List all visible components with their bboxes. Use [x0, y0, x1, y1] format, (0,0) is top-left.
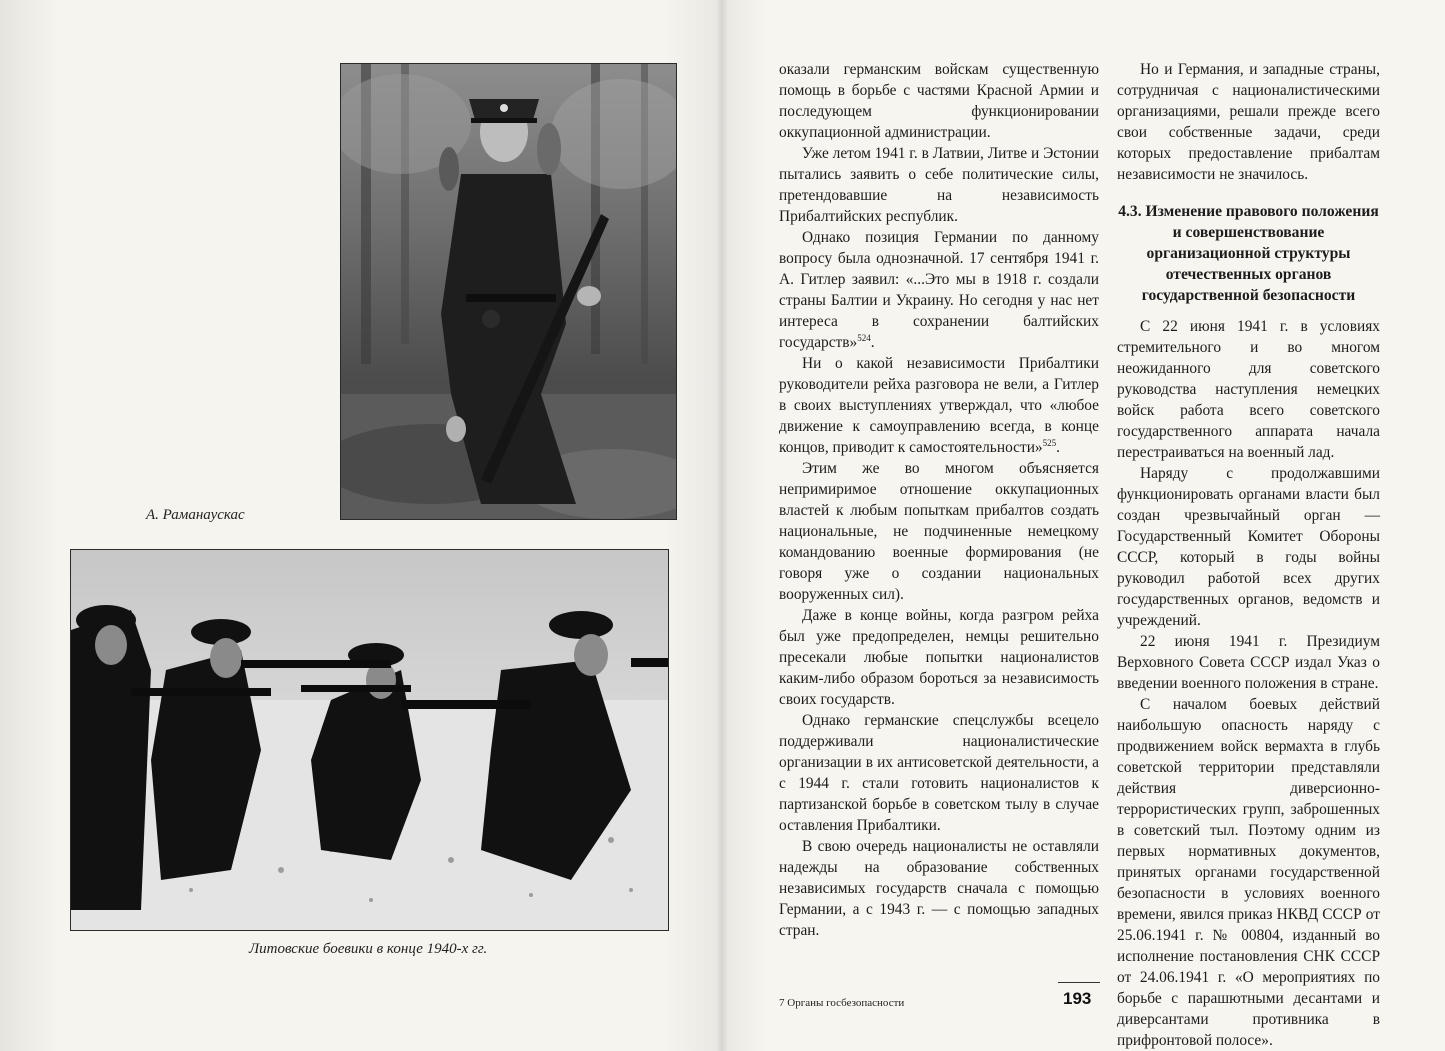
paragraph: Но и Германия, и западные страны, сотрудничая с националистическими организациями, решали прежде всего свои собственные задачи, среди которых предоставление прибалтам независимости не значилось. — [1117, 61, 1380, 183]
paragraph: оказали германским войскам существенную помощь в борьбе с частями Красной Армии и последующем функционировании оккупационной администрации. — [779, 61, 1099, 141]
section-heading: 4.3. Изменение правового положения и совершенствование организационной структуры отечественных органов государственной безопасности — [1118, 203, 1379, 304]
group-photo — [70, 549, 669, 931]
footnote-ref: 525 — [1042, 437, 1057, 448]
portrait-caption: А. Раманаускас — [146, 507, 245, 523]
paragraph: С 22 июня 1941 г. в условиях стремительного и во многом неожиданного для советского руководства наступления немецких войск работа всего советского государственного аппарата начала перестраиваться на военный лад. — [1117, 318, 1380, 461]
book-gutter — [716, 0, 728, 1051]
footer-signature: 7 Органы госбезопасности — [779, 997, 905, 1009]
footer-rule — [1058, 982, 1100, 983]
paragraph: С началом боевых действий наибольшую опасность наряду с продвижением войск вермахта в глубь советской территории представляли действия диверсионно-террористических групп, заброшенных в советский тыл. Поэтому одним из первых нормативных документов, принятых органами государственной безопасности в условиях военного времени, явился приказ НКВД СССР от 25.06.1941 г. № 00804, изданный во исполнение постановления СНК СССР от 24.06.1941 г. «О мероприятиях по борьбе с парашютными десантами и диверсантами противника в прифронтовой полосе». — [1117, 696, 1380, 1049]
portrait-photo — [340, 63, 677, 520]
paragraph: Уже летом 1941 г. в Латвии, Литве и Эстонии пытались заявить о себе политические силы, претендовавшие на независимость Прибалтийских республик. — [779, 145, 1099, 225]
paragraph: Этим же во многом объясняется непримиримое отношение оккупационных властей к любым попыткам прибалтов создать национальные, не подчиненные немецкому командованию военные формирования (не говоря уже о создании национальных вооруженных сил). — [779, 460, 1099, 603]
page-number: 193 — [1063, 989, 1092, 1008]
group-caption: Литовские боевики в конце 1940-х гг. — [249, 941, 488, 957]
paragraph: Даже в конце войны, когда разгром рейха был уже предопределен, немцы решительно пресекали любые попытки националистов каким-либо образом бороться за независимость своих государств. — [779, 607, 1099, 708]
paragraph: В свою очередь националисты не оставляли надежды на образование собственных независимых государств сначала с помощью Германии, а с 1943 г. — с помощью западных стран. — [779, 838, 1099, 939]
paragraph: Наряду с продолжавшими функционировать органами власти был создан чрезвычайный орган — Государственный Комитет Обороны СССР, который в годы войны руководил работой всех других государственных органов, ведомств и учреждений. — [1117, 465, 1380, 629]
text-column-right — [1117, 59, 1380, 1051]
paragraph: 22 июня 1941 г. Президиум Верховного Совета СССР издал Указ о введении военного положения в стране. — [1117, 633, 1380, 692]
paragraph: Ни о какой независимости Прибалтики руководители рейха разговора не вели, а Гитлер в своих выступлениях утверждал, что «любое движение к самоуправлению всегда, в конце концов, приводит к самостоятельности»$^{525}$. — [779, 355, 1099, 456]
footnote-ref: 524 — [857, 332, 871, 343]
paragraph: Однако позиция Германии по данному вопросу была однозначной. 17 сентября 1941 г. А. Гитлер заявил: «...Это мы в 1918 г. создали страны Балтии и Украину. Но сегодня у нас нет интереса в сохранении балтийских государств»$^{524}$. — [779, 229, 1099, 351]
text-column-left — [779, 59, 1099, 941]
paragraph: Однако германские спецслужбы всецело поддерживали националистические организации в их антисоветской деятельности, а с 1944 г. стали готовить националистов к партизанской борьбе в советском тылу в случае оставления Прибалтики. — [779, 712, 1099, 834]
